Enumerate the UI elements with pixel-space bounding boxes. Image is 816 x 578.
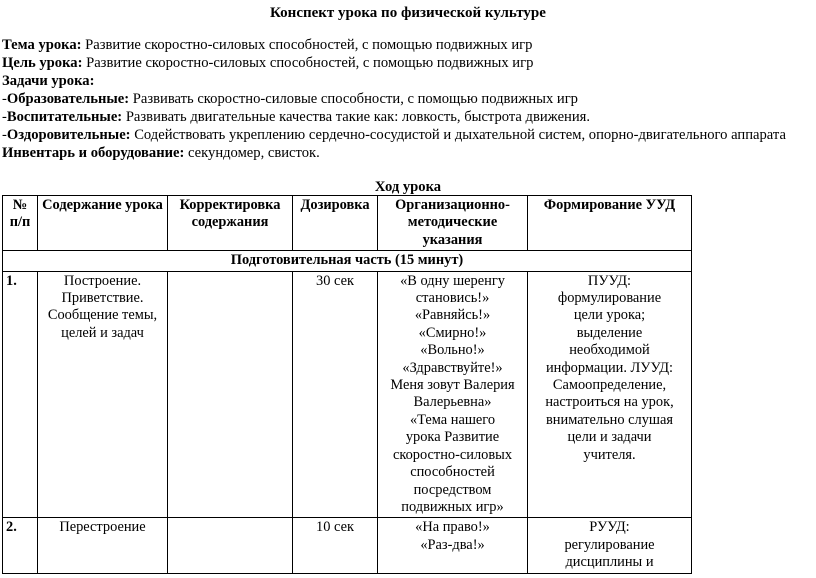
cell-line: Перестроение <box>59 519 146 536</box>
lesson-table <box>2 195 692 574</box>
goal-line <box>2 54 802 72</box>
cell-line: регулирование <box>564 536 655 553</box>
cell-line: «Равняйсь!» <box>414 307 491 324</box>
header-number: № п/п <box>3 196 38 251</box>
cell-line: цели урока; <box>573 307 646 324</box>
row-instructions <box>378 271 528 518</box>
equipment-line <box>2 144 802 162</box>
cell-line: скоростно-силовых <box>392 446 513 463</box>
cell-line: Самоопределение, <box>552 377 667 394</box>
goal-value: Развитие скоростно-силовых способностей, с помощью подвижных игр <box>82 55 534 71</box>
row-dosage: 10 сек <box>293 518 378 573</box>
document-title: Конспект урока по физической культуре <box>270 5 546 21</box>
row-uud <box>528 271 692 518</box>
cell-line: становись!» <box>415 290 490 307</box>
table-header-row <box>3 196 692 251</box>
cell-line: Сообщение темы, <box>47 307 158 324</box>
equipment-label: Инвентарь и оборудование: <box>2 145 185 161</box>
row-content <box>38 518 168 573</box>
task-educational: -Образовательные: Развивать скоростно-силовые способности, с помощью подвижных игр <box>2 91 578 107</box>
cell-line: дисциплины и <box>565 554 654 571</box>
cell-line: Построение. <box>63 272 142 289</box>
cell-line: РУУД: <box>589 519 630 536</box>
cell-line: выделение <box>576 324 643 341</box>
cell-line: Валерьевна» <box>413 394 492 411</box>
task-upbringing: -Воспитательные: Развивать двигательные качества такие как: ловкость, быстрота движения. <box>2 109 591 125</box>
row-uud <box>528 518 692 573</box>
cell-line: целей и задач <box>61 324 144 341</box>
cell-line: посредством <box>413 481 492 498</box>
row-content <box>38 271 168 518</box>
header-uud: Формирование УУД <box>528 196 692 251</box>
goal-label: Цель урока: <box>2 55 83 71</box>
topic-label: Тема урока: <box>2 37 82 53</box>
cell-line: информации. ЛУУД: <box>545 359 674 376</box>
cell-line: настроиться на урок, <box>545 394 674 411</box>
row-instructions <box>378 518 528 573</box>
row-number: 2. <box>3 518 38 573</box>
cell-line: необходимой <box>569 342 650 359</box>
cell-line: формулирование <box>557 290 662 307</box>
cell-line: «Смирно!» <box>418 324 487 341</box>
cell-line: «Раз-два!» <box>420 536 485 553</box>
header-content: Содержание урока <box>38 196 168 251</box>
cell-line: «Здравствуйте!» <box>402 359 503 376</box>
row-correction <box>168 518 293 573</box>
topic-value: Развитие скоростно-силовых способностей, с помощью подвижных игр <box>81 37 533 53</box>
section-title: Подготовительная часть (15 минут) <box>3 251 692 271</box>
cell-line: подвижных игр» <box>401 498 504 515</box>
row-number: 1. <box>3 271 38 518</box>
cell-line: способностей <box>410 464 495 481</box>
section-row <box>3 251 692 271</box>
equipment-value: секундомер, свисток. <box>184 145 320 161</box>
topic-line <box>2 36 802 54</box>
header-instructions: Организационно-методические указания <box>378 196 528 251</box>
table-row <box>3 518 692 573</box>
cell-line: внимательно слушая <box>546 411 673 428</box>
table-row <box>3 271 692 518</box>
cell-line: «Вольно!» <box>420 342 485 359</box>
cell-line: ПУУД: <box>587 272 632 289</box>
cell-line: «В одну шеренгу <box>400 272 505 289</box>
task-health: -Оздоровительные: Содействовать укреплению сердечно-сосудистой и дыхательной систем, опорно-двигательного аппарата <box>2 127 786 143</box>
cell-line: «Тема нашего <box>409 411 496 428</box>
tasks-heading: Задачи урока: <box>2 73 95 89</box>
cell-line: «На право!» <box>415 519 490 536</box>
cell-line: цели и задачи <box>567 429 652 446</box>
cell-line: урока Развитие <box>405 429 500 446</box>
header-correction: Корректировка содержания <box>168 196 293 251</box>
course-title: Ход урока <box>374 179 442 195</box>
cell-line: учителя. <box>583 446 636 463</box>
header-dosage: Дозировка <box>293 196 378 251</box>
lesson-meta <box>2 36 802 162</box>
cell-line: Приветствие. <box>61 290 144 307</box>
row-correction <box>168 271 293 518</box>
row-dosage: 30 сек <box>293 271 378 518</box>
cell-line: Меня зовут Валерия <box>390 377 515 394</box>
